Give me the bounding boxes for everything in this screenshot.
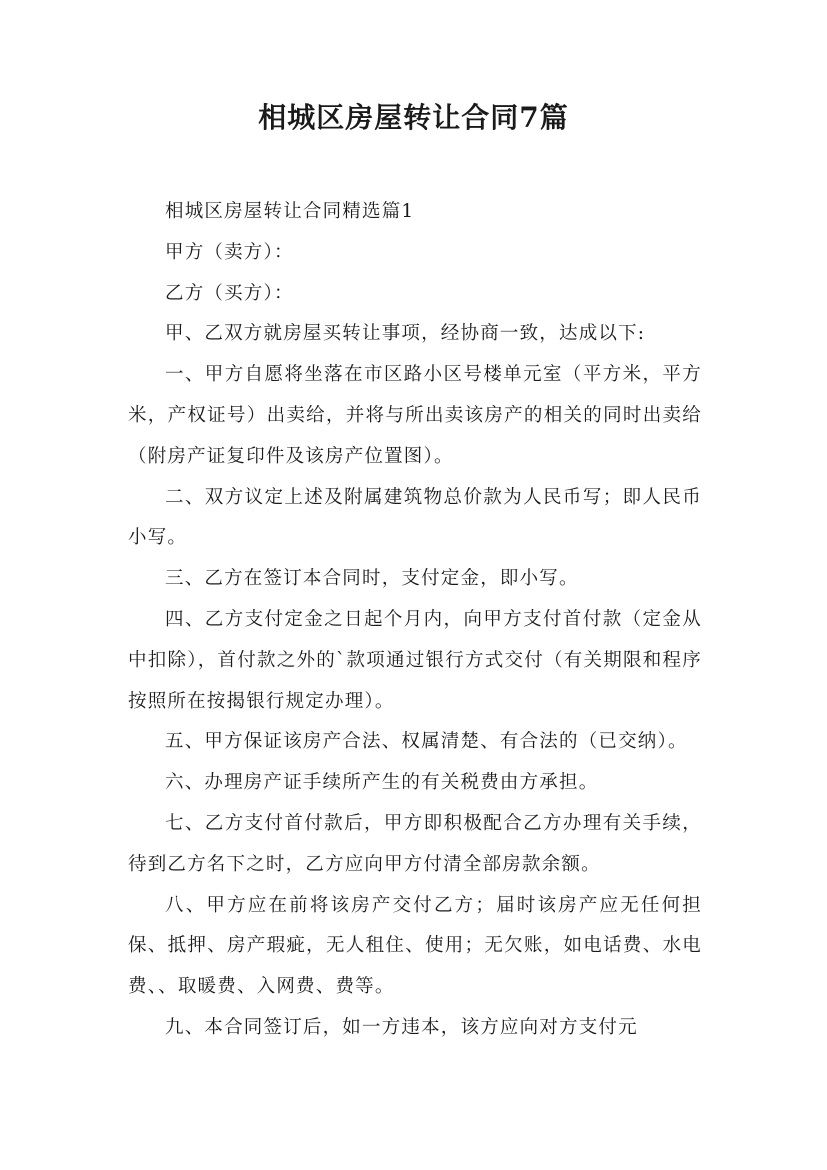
paragraph-section-heading: 相城区房屋转让合同精选篇1 bbox=[165, 201, 415, 222]
paragraph-clause-3: 三、乙方在签订本合同时，支付定金，即小写。 bbox=[165, 568, 579, 590]
document-title: 相城区房屋转让合同7篇 bbox=[258, 101, 569, 134]
paragraph-clause-4: 四、乙方支付定金之日起个月内，向甲方支付首付款（定金从中扣除），首付款之外的`款项通过银行方式交付（有关期限和程序按照所在按揭银行规定办理）。 bbox=[128, 608, 702, 712]
paragraph-clause-6: 六、办理房产证手续所产生的有关税费由方承担。 bbox=[165, 772, 599, 794]
paragraph-preamble: 甲、乙双方就房屋买转让事项，经协商一致，达成以下: bbox=[165, 323, 646, 345]
paragraph-party-a: 甲方（卖方）： bbox=[165, 241, 294, 263]
paragraph-party-b: 乙方（买方）： bbox=[165, 282, 294, 304]
document-body bbox=[128, 192, 702, 1049]
paragraph-clause-8: 八、甲方应在前将该房产交付乙方；届时该房产应无任何担保、抵押、房产瑕疵，无人租住、使用；无欠账，如电话费、水电费、、取暖费、入网费、费等。 bbox=[128, 894, 702, 998]
paragraph-clause-9: 九、本合同签订后，如一方违本，该方应向对方支付元 bbox=[165, 1016, 638, 1038]
paragraph-clause-5: 五、甲方保证该房产合法、权属清楚、有合法的（已交纳）。 bbox=[165, 731, 688, 753]
paragraph-clause-2: 二、双方议定上述及附属建筑物总价款为人民币写；即人民币小写。 bbox=[128, 486, 702, 549]
paragraph-clause-7: 七、乙方支付首付款后，甲方即积极配合乙方办理有关手续，待到乙方名下之时，乙方应向甲方付清全部房款余额。 bbox=[128, 812, 702, 875]
paragraph-clause-1: 一、甲方自愿将坐落在市区路小区号楼单元室（平方米，平方米，产权证号）出卖给，并将与所出卖该房产的相关的同时出卖给（附房产证复印件及该房产位置图）。 bbox=[128, 364, 702, 467]
